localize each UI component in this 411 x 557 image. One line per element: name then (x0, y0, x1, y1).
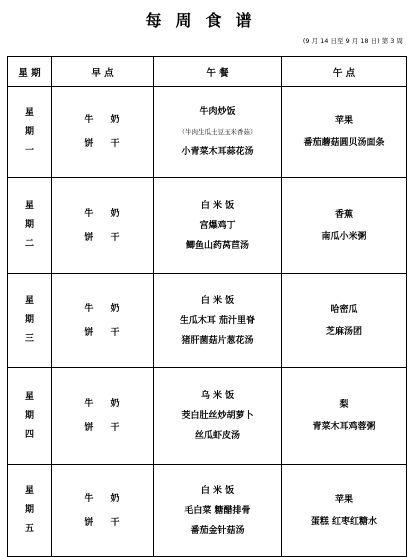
snack-cell (282, 87, 407, 178)
header-lunch: 午 餐 (154, 57, 282, 87)
lunch-item: 白 米 饭 (200, 295, 235, 306)
snack-item: 番茄蘑菇圆贝汤面条 (303, 138, 385, 148)
lunch-item: 牛肉炒饭 (199, 107, 236, 117)
snack-item: 南瓜小米粥 (321, 231, 367, 242)
breakfast-item: 牛 奶 (84, 115, 127, 125)
day-cell (8, 178, 52, 274)
breakfast-item: 饼 干 (84, 517, 127, 528)
lunch-item: 番茄金针菇汤 (190, 525, 245, 536)
snack-cell (282, 178, 407, 274)
table-row (8, 87, 407, 178)
day-char: 期 (24, 505, 34, 515)
lunch-cell (154, 368, 282, 465)
page-title: 每周食谱 (145, 11, 266, 30)
day-char: 期 (24, 410, 34, 421)
week-range: (9 月 14 日至 9 月 18 日) 第 3 周 (302, 37, 403, 45)
lunch-item: 鲫鱼山药莴苣汤 (185, 240, 249, 251)
lunch-cell (154, 465, 282, 557)
day-char: 一 (24, 145, 34, 156)
header-row (8, 57, 407, 87)
lunch-item: 丝瓜虾皮汤 (194, 431, 240, 441)
day-char: 星 (24, 296, 34, 306)
snack-item: 香蕉 (334, 209, 353, 220)
breakfast-item: 牛 奶 (84, 208, 127, 219)
table-row (8, 274, 407, 368)
lunch-item-note: （牛肉生瓜土豆玉米香菇） (178, 128, 257, 136)
lunch-item: 生瓜木耳 茄汁里脊 (179, 315, 256, 326)
table-row (8, 368, 407, 465)
header-snack: 午 点 (282, 57, 407, 87)
breakfast-cell (52, 465, 154, 557)
lunch-cell (154, 274, 282, 368)
breakfast-item: 饼 干 (84, 327, 127, 338)
day-char: 四 (24, 429, 34, 440)
menu-table (7, 56, 407, 557)
snack-cell (282, 465, 407, 557)
day-cell (8, 368, 52, 465)
day-char: 星 (24, 107, 34, 118)
header-day: 星 期 (8, 57, 52, 87)
day-cell (8, 274, 52, 368)
breakfast-item: 牛 奶 (84, 493, 127, 504)
snack-item: 苹果 (334, 116, 353, 126)
day-char: 星 (24, 391, 34, 402)
lunch-item: 宫爆鸡丁 (199, 220, 236, 231)
table-row (8, 465, 407, 557)
lunch-item: 白 米 饭 (200, 200, 235, 211)
lunch-item: 乌 米 饭 (200, 391, 235, 401)
breakfast-cell (52, 368, 154, 465)
lunch-item: 小青菜木耳蒜花汤 (181, 147, 254, 157)
snack-item: 梨 (339, 400, 349, 410)
snack-cell (282, 274, 407, 368)
snack-cell (282, 368, 407, 465)
lunch-item: 茭白肚丝炒胡萝卜 (181, 411, 254, 421)
lunch-cell (154, 87, 282, 178)
snack-item: 蛋糕 红枣红糖水 (310, 516, 378, 527)
breakfast-item: 饼 干 (84, 423, 127, 433)
lunch-item: 毛白菜 糖醋排骨 (184, 505, 251, 516)
day-char: 三 (24, 334, 34, 344)
lunch-cell (154, 178, 282, 274)
snack-item: 哈密瓜 (330, 304, 358, 315)
snack-item: 苹果 (334, 494, 353, 505)
snack-item: 芝麻汤团 (325, 326, 362, 337)
day-char: 期 (24, 220, 34, 230)
breakfast-item: 牛 奶 (84, 303, 127, 314)
day-cell (8, 87, 52, 178)
lunch-item: 猪肝菌菇片葱花汤 (181, 335, 254, 346)
snack-item: 青菜木耳鸡蓉粥 (312, 422, 376, 432)
breakfast-cell (52, 274, 154, 368)
breakfast-item: 饼 干 (84, 139, 127, 149)
day-char: 五 (24, 524, 34, 534)
day-char: 星 (24, 201, 34, 211)
breakfast-item: 牛 奶 (84, 399, 127, 409)
day-char: 期 (24, 126, 34, 137)
day-char: 二 (24, 239, 34, 249)
breakfast-cell (52, 178, 154, 274)
day-char: 星 (24, 486, 34, 496)
breakfast-cell (52, 87, 154, 178)
day-char: 期 (24, 315, 34, 325)
lunch-item: 白 米 饭 (200, 485, 235, 496)
header-breakfast: 早 点 (52, 57, 154, 87)
day-cell (8, 465, 52, 557)
breakfast-item: 饼 干 (84, 232, 127, 243)
table-row (8, 178, 407, 274)
